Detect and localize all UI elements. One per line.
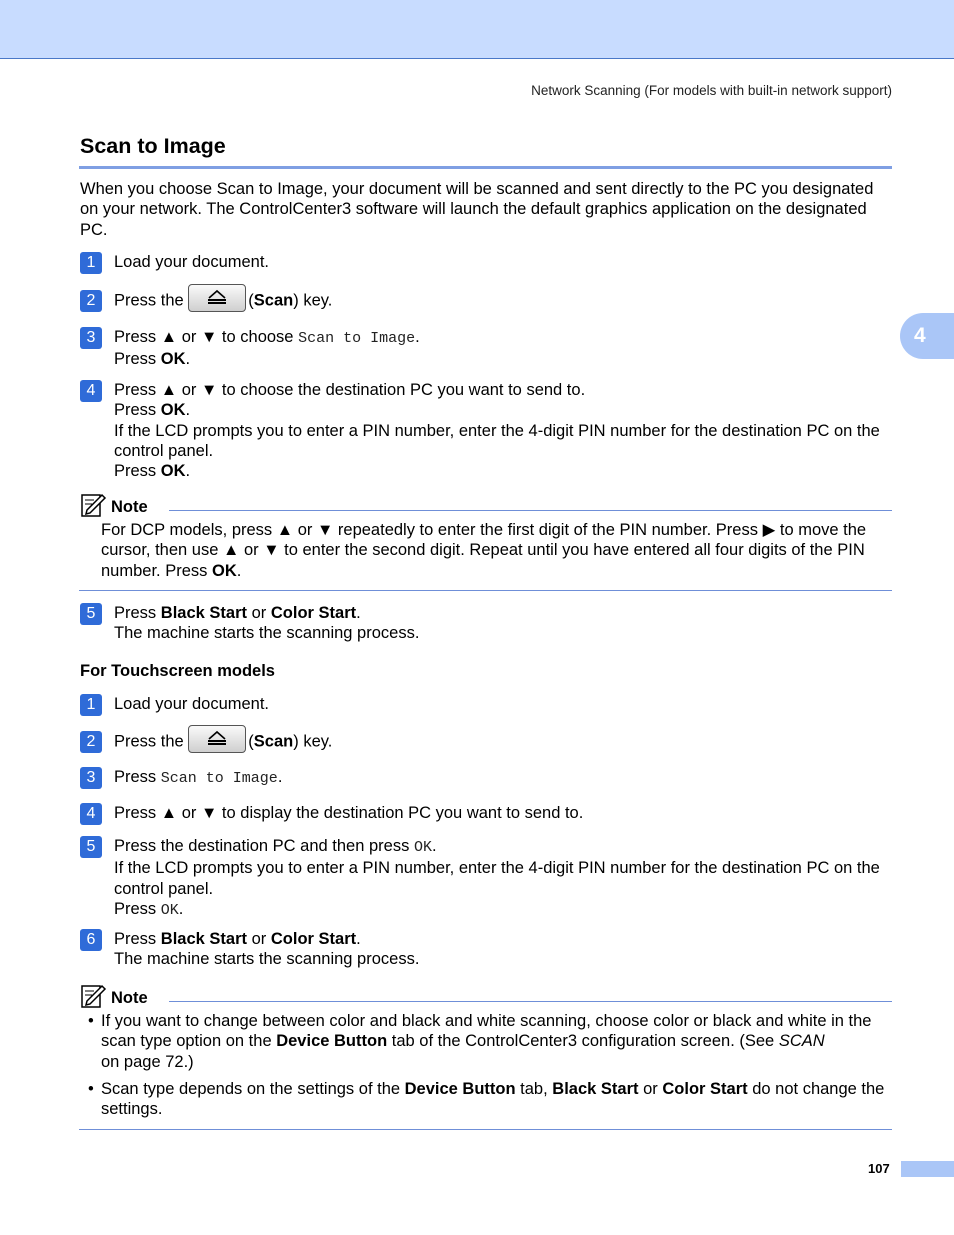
running-header: Network Scanning (For models with built-in network support)	[531, 83, 892, 98]
step-number: 6	[80, 929, 102, 951]
up-arrow-icon: ▲	[160, 328, 178, 346]
down-arrow-icon: ▼	[200, 804, 218, 822]
menu-option: Scan to Image	[298, 330, 416, 347]
touchscreen-heading: For Touchscreen models	[80, 662, 275, 680]
step-result: The machine starts the scanning process.	[114, 624, 420, 643]
note-label: Note	[111, 498, 148, 516]
intro-paragraph: When you choose Scan to Image, your document will be scanned and sent directly to the PC you designated on your network. The ControlCenter3 software will launch the default graphics application on the designated PC.	[80, 180, 874, 239]
down-arrow-icon: ▼	[316, 521, 334, 539]
ok-touch-button[interactable]: OK	[413, 839, 432, 856]
scan-key-label: Scan	[253, 291, 294, 310]
note-bullet-1: • If you want to change between color and black and white scanning, choose color or black and white in the scan type option on the Device Button tab of the ControlCenter3 configuration screen. (See SCAN on page 72.)	[88, 1012, 872, 1071]
step-2: 2 Press the (Scan) key.	[80, 290, 895, 312]
ok-key: OK	[160, 350, 186, 369]
note-pencil-icon	[81, 983, 107, 1009]
note-label: Note	[111, 989, 148, 1007]
note-bullet-2: • Scan type depends on the settings of the Device Button tab, Black Start or Color Start do not change the settings.	[88, 1080, 885, 1119]
black-start-key: Black Start	[160, 604, 247, 622]
section-title: Scan to Image	[80, 134, 226, 158]
down-arrow-icon: ▼	[200, 381, 218, 399]
ok-key: OK	[160, 401, 186, 420]
step-1	[80, 252, 895, 272]
step-number: 1	[80, 252, 102, 274]
note-header	[81, 983, 892, 1011]
page-number: 107	[868, 1161, 890, 1176]
touch-step-6: 6 Press Black Start or Color Start. The machine starts the scanning process.	[80, 929, 895, 970]
up-arrow-icon: ▲	[223, 541, 240, 560]
touch-step-5: 5 Press the destination PC and then press OK. If the LCD prompts you to enter a PIN number, enter the 4-digit PIN number for the destination PC on the control panel. Press OK.	[80, 836, 895, 921]
ok-key: OK	[160, 462, 186, 481]
pin-instruction: If the LCD prompts you to enter a PIN number, enter the 4-digit PIN number for the destination PC on the control panel.	[114, 421, 880, 460]
scan-icon	[206, 289, 228, 305]
right-arrow-icon: ▶	[762, 521, 776, 539]
step-text: Press the	[114, 291, 184, 310]
up-arrow-icon: ▲	[160, 381, 178, 399]
touch-step-2: 2 Press the (Scan) key.	[80, 731, 895, 753]
bullet-dot: •	[88, 1080, 94, 1098]
color-start-key: Color Start	[270, 604, 357, 622]
step-text: Load your document.	[114, 253, 270, 271]
down-arrow-icon: ▼	[263, 541, 280, 560]
black-start-key: Black Start	[160, 930, 247, 948]
step-5: 5 Press Black Start or Color Start. The machine starts the scanning process.	[80, 603, 895, 644]
step-number: 5	[80, 603, 102, 625]
pin-instruction: If the LCD prompts you to enter a PIN number, enter the 4-digit PIN number for the destination PC on the control panel.	[114, 859, 880, 898]
step-number: 3	[80, 327, 102, 349]
note-body: For DCP models, press ▲ or ▼ repeatedly to enter the first digit of the PIN number. Press ▶ to move the cursor, then use ▲ or ▼ to enter the second digit. Repeat until you have entered all four digits of the PIN number. Press OK.	[101, 521, 867, 580]
touch-step-3: 3 Press Scan to Image.	[80, 767, 895, 789]
note-end-rule	[79, 590, 892, 591]
step-number: 3	[80, 767, 102, 789]
step-number: 4	[80, 803, 102, 825]
ok-touch-button[interactable]: OK	[160, 901, 179, 919]
scan-key-button[interactable]	[188, 725, 246, 753]
color-start-key: Color Start	[270, 930, 357, 948]
step-number: 1	[80, 694, 102, 716]
up-arrow-icon: ▲	[160, 804, 178, 822]
title-underline	[79, 166, 892, 169]
touch-option[interactable]: Scan to Image	[160, 770, 278, 787]
scan-icon	[206, 730, 228, 746]
page-tab	[901, 1161, 954, 1177]
step-number: 2	[80, 731, 102, 753]
step-number: 5	[80, 836, 102, 858]
step-number: 4	[80, 380, 102, 402]
down-arrow-icon: ▼	[200, 328, 218, 346]
touch-step-4: 4 Press ▲ or ▼ to display the destination PC you want to send to.	[80, 803, 895, 823]
step-4: 4 Press ▲ or ▼ to choose the destination PC you want to send to. Press OK. If the LCD prompts you to enter a PIN number, enter the 4-digit PIN number for the destination PC on the control panel. Press OK.	[80, 380, 895, 481]
chapter-tab[interactable]: 4	[900, 313, 954, 359]
bullet-dot: •	[88, 1012, 94, 1030]
scan-reference-link[interactable]: SCAN	[778, 1032, 825, 1051]
step-result: The machine starts the scanning process.	[114, 950, 420, 969]
touch-step-1: 1 Load your document.	[80, 694, 895, 714]
note-rule	[169, 1001, 892, 1002]
top-header-band	[0, 0, 954, 59]
note-pencil-icon	[81, 492, 107, 518]
step-number: 2	[80, 290, 102, 312]
scan-key-label: Scan	[253, 732, 294, 751]
up-arrow-icon: ▲	[276, 521, 294, 539]
note-header	[81, 492, 892, 520]
step-3: 3 Press ▲ or ▼ to choose Scan to Image. Press OK.	[80, 327, 895, 370]
scan-key-button[interactable]	[188, 284, 246, 312]
note-rule	[169, 510, 892, 511]
note-end-rule	[79, 1129, 892, 1130]
